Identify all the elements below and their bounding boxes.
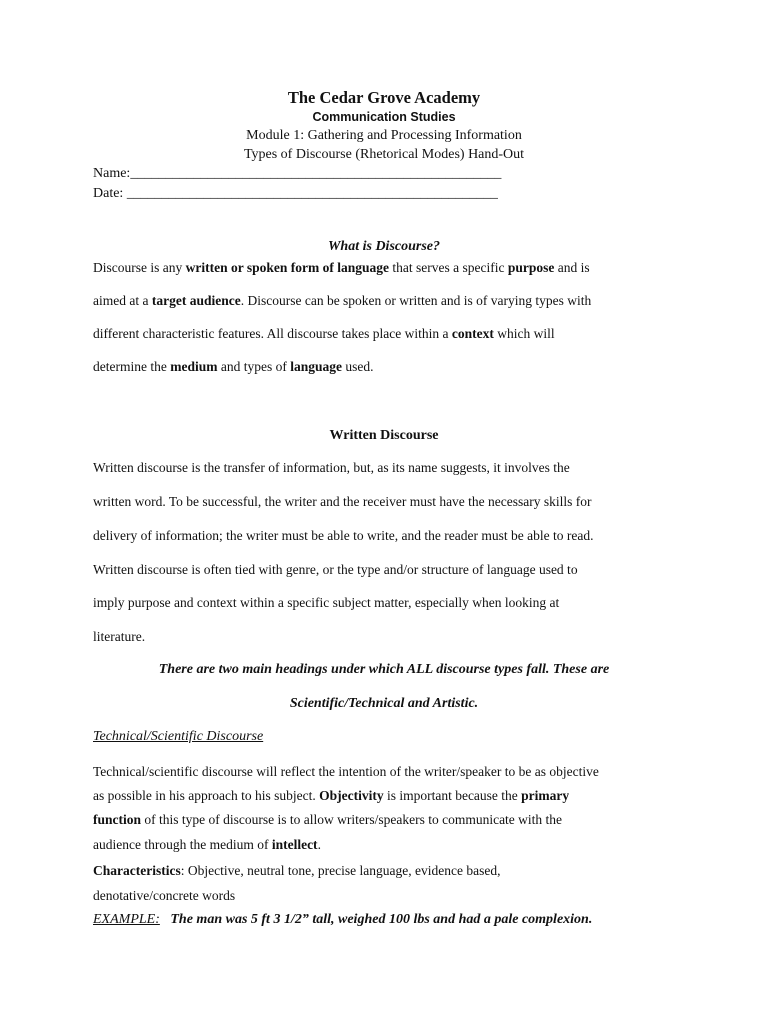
example-text: The man was 5 ft 3 1/2” tall, weighed 100 lbs and had a pale complexion. — [170, 912, 593, 927]
name-line: _____________________________________________________ — [130, 166, 502, 181]
date-label: Date: — [93, 186, 127, 201]
bold-term: written or spoken form of language — [185, 260, 389, 275]
paragraph-line — [93, 359, 373, 375]
text-run: which will — [493, 326, 555, 341]
characteristics-line: denotative/concrete words — [93, 888, 236, 903]
bold-term: Objectivity — [319, 788, 384, 803]
characteristics-line — [93, 863, 500, 879]
note-line: Scientific/Technical and Artistic. — [289, 696, 479, 711]
text-run: . — [317, 837, 321, 852]
paragraph-line — [93, 326, 555, 342]
text-run: different characteristic features. All discourse takes place within a — [93, 326, 452, 341]
text-run: and types of — [217, 359, 291, 374]
bold-term: intellect — [271, 837, 318, 852]
text-run: . Discourse can be spoken or written and is of varying types with — [240, 293, 592, 308]
text-run: as possible in his approach to his subject. — [93, 788, 320, 803]
bold-term: medium — [170, 359, 218, 374]
written-discourse-heading: Written Discourse — [329, 428, 439, 443]
paragraph-line: written word. To be successful, the writer and the receiver must have the necessary skills for — [93, 494, 592, 509]
paragraph-line — [93, 812, 562, 828]
heading-text: Technical/Scientific Discourse — [93, 729, 264, 744]
name-label: Name: — [93, 166, 131, 181]
paragraph-line: literature. — [93, 629, 146, 644]
text-run: audience through the medium of — [93, 837, 272, 852]
note-line: There are two main headings under which ALL discourse types fall. These are — [158, 662, 610, 677]
bold-term: function — [93, 812, 142, 827]
bold-term: primary — [521, 788, 570, 803]
handout-title: Types of Discourse (Rhetorical Modes) Hand-Out — [243, 147, 525, 162]
name-field — [93, 166, 501, 182]
text-run: that serves a specific — [388, 260, 508, 275]
paragraph-line — [93, 837, 321, 853]
text-run: determine the — [93, 359, 171, 374]
date-field — [93, 186, 498, 202]
bold-term: target audience — [151, 293, 241, 308]
what-is-discourse-heading: What is Discourse? — [327, 239, 441, 254]
bold-term: context — [451, 326, 494, 341]
bold-term: language — [290, 359, 342, 374]
characteristics-text: : Objective, neutral tone, precise language, evidence based, — [180, 863, 501, 878]
bold-term: purpose — [507, 260, 555, 275]
text-run: aimed at a — [93, 293, 152, 308]
paragraph-line: Written discourse is the transfer of information, but, as its name suggests, it involves the — [93, 460, 570, 475]
module-title: Module 1: Gathering and Processing Information — [246, 128, 522, 143]
paragraph-line: Written discourse is often tied with genre, or the type and/or structure of language used to — [93, 562, 578, 577]
characteristics-label: Characteristics — [93, 863, 181, 878]
paragraph-line: imply purpose and context within a specific subject matter, especially when looking at — [93, 595, 560, 610]
example-label: EXAMPLE: — [93, 912, 160, 927]
text-run: of this type of discourse is to allow writers/speakers to communicate with the — [141, 812, 563, 827]
subject-title: Communication Studies — [312, 110, 456, 124]
date-line: _____________________________________________________ — [126, 186, 498, 201]
technical-discourse-heading — [93, 729, 263, 745]
example-line — [93, 912, 592, 928]
paragraph-line — [93, 788, 569, 804]
paragraph-line — [93, 260, 590, 276]
text-run: and is — [554, 260, 590, 275]
paragraph-line: Technical/scientific discourse will reflect the intention of the writer/speaker to be as objective — [93, 764, 599, 779]
school-title: The Cedar Grove Academy — [287, 88, 481, 107]
paragraph-line: delivery of information; the writer must be able to write, and the reader must be able to read. — [93, 528, 594, 543]
text-run: used. — [341, 359, 374, 374]
text-run: is important because the — [383, 788, 522, 803]
paragraph-line — [93, 293, 591, 309]
text-run: Discourse is any — [93, 260, 186, 275]
